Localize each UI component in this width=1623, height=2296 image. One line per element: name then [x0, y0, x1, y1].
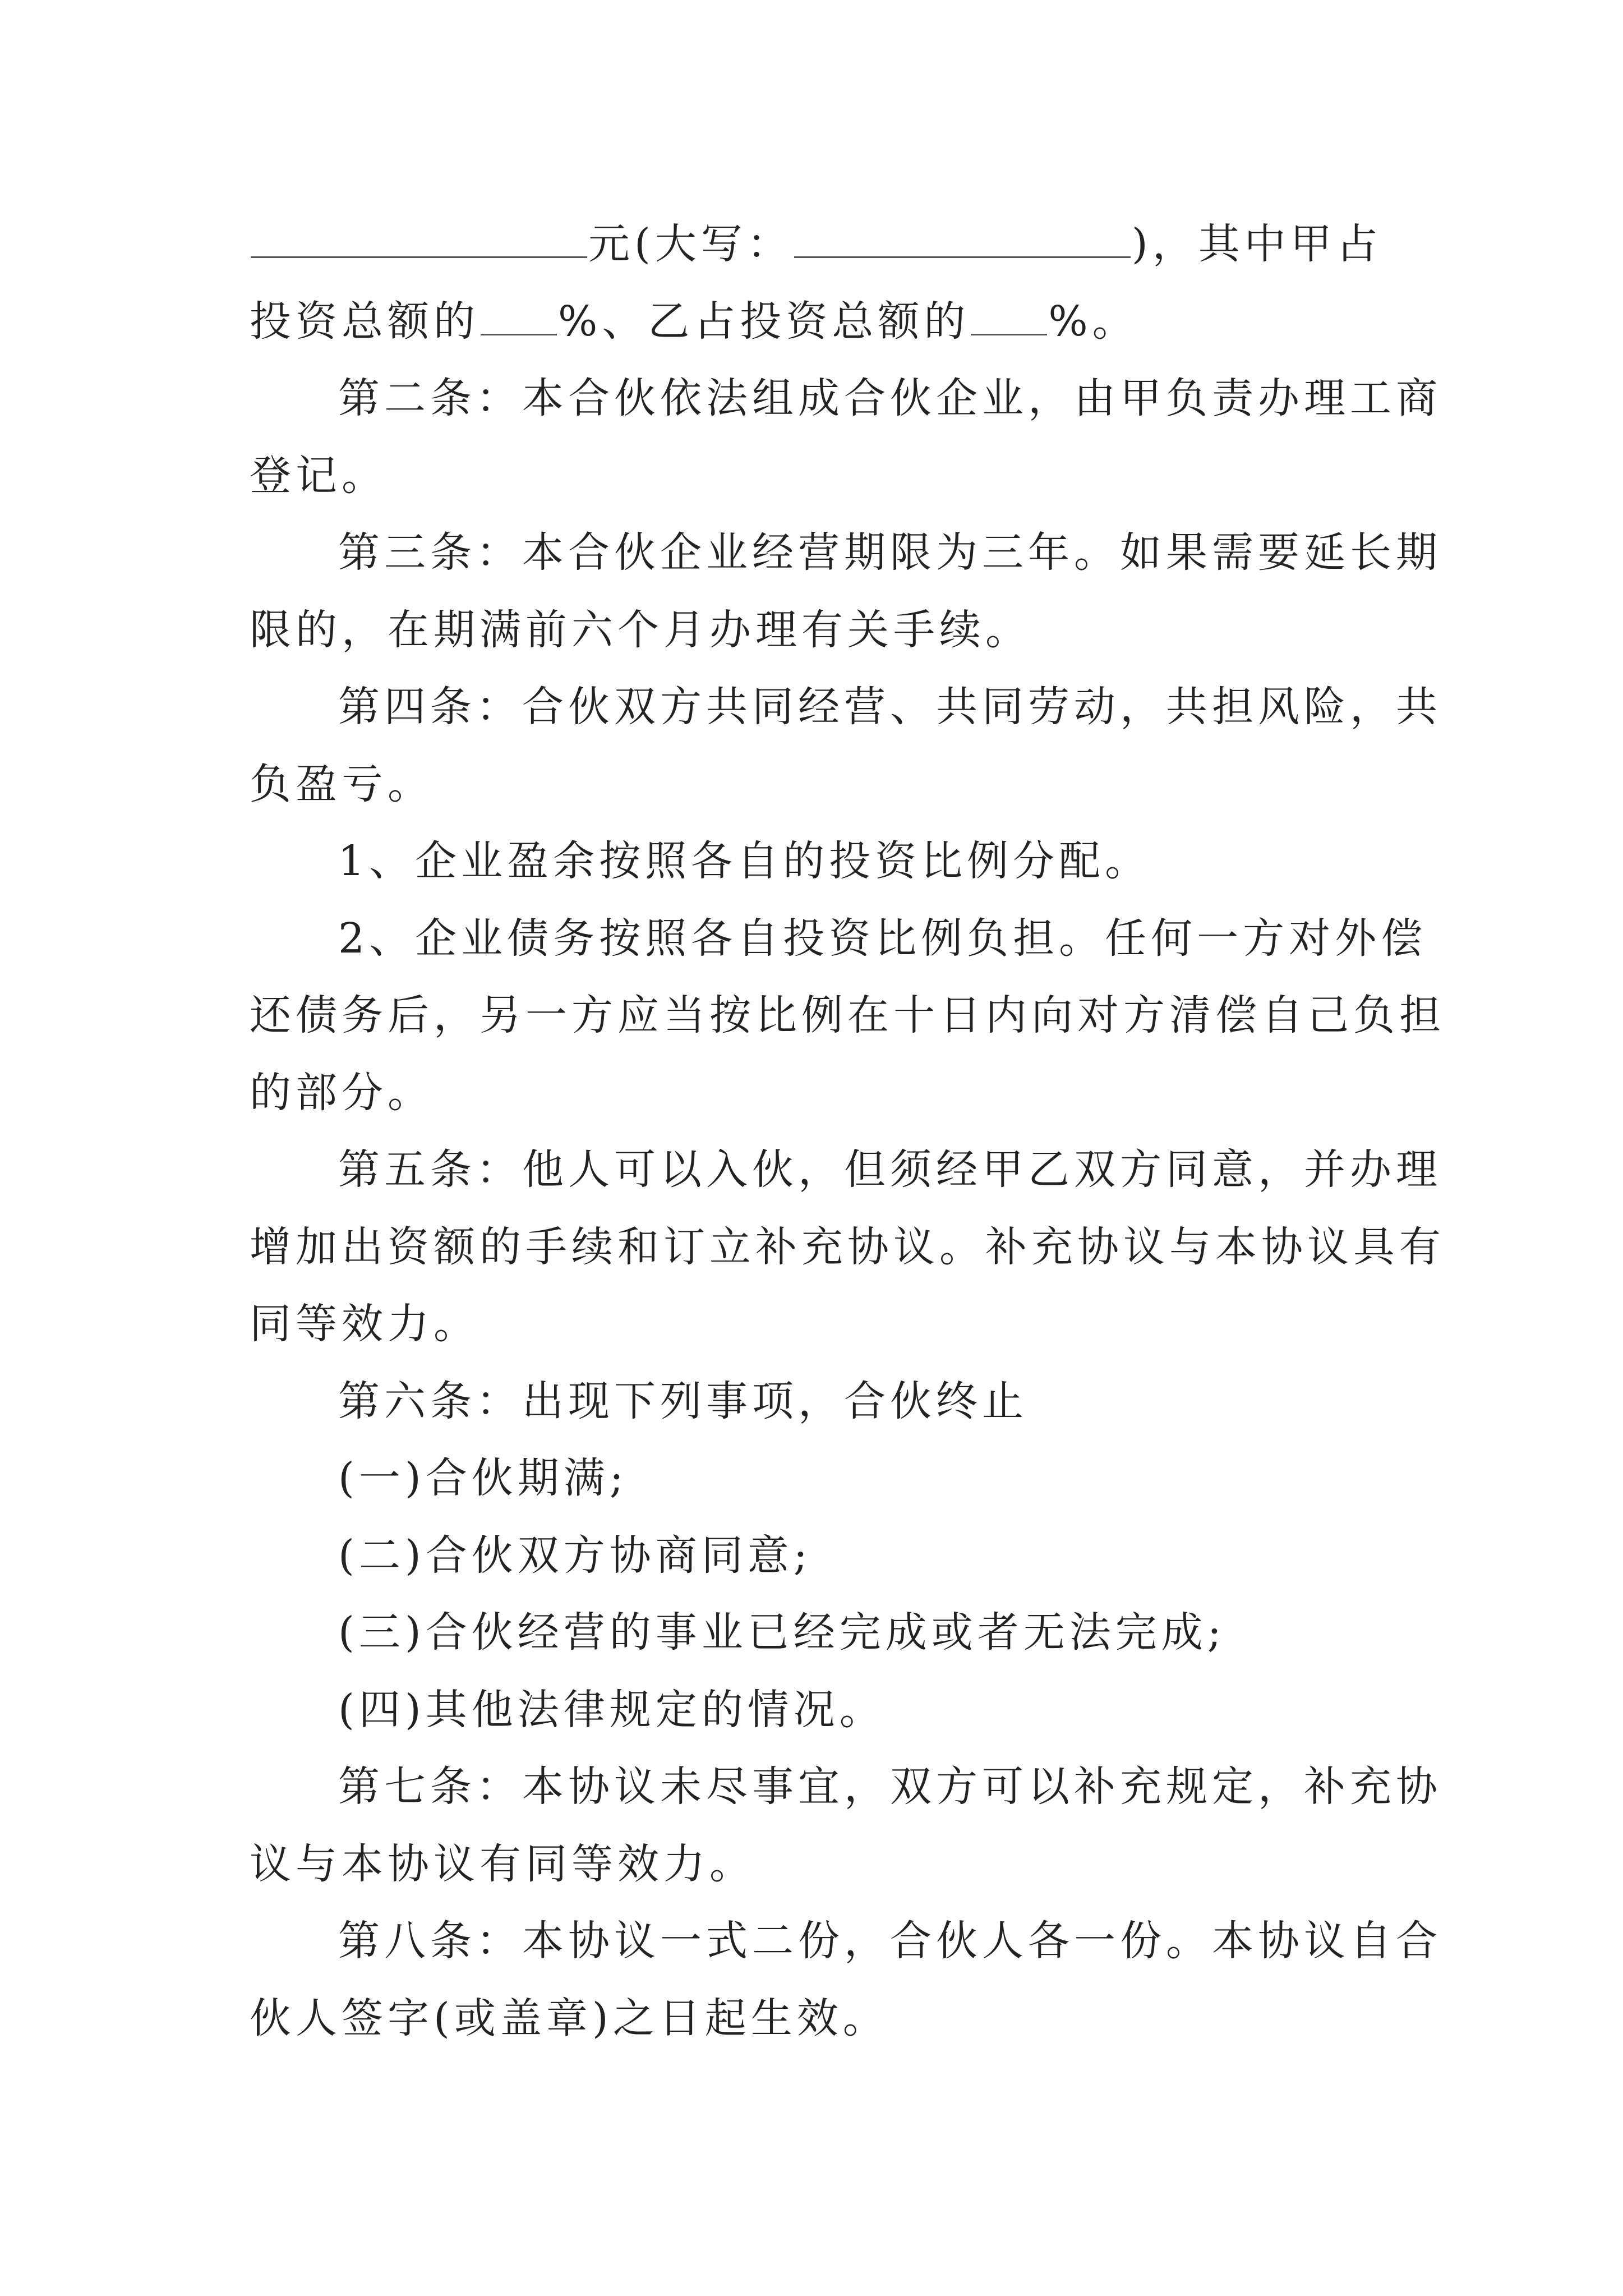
- article7-line2: 议与本协议有同等效力。: [250, 1840, 755, 1888]
- article3-line1: 第三条：本合伙企业经营期限为三年。如果需要延长期: [338, 528, 1442, 577]
- article4-line1: 第四条：合伙双方共同经营、共同劳动，共担风险，共: [338, 683, 1442, 731]
- article8-line2: 伙人签字(或盖章)之日起生效。: [250, 1994, 889, 2042]
- article8-line1: 第八条：本协议一式二份，合伙人各一份。本协议自合: [338, 1917, 1442, 1965]
- article2-line2: 登记。: [250, 452, 388, 500]
- share-text-c: %。: [1048, 297, 1138, 346]
- article6-item1: (一)合伙期满;: [338, 1454, 628, 1502]
- share-b-blank: [971, 298, 1047, 335]
- amount-blank: [251, 220, 587, 258]
- article6-item4: (四)其他法律规定的情况。: [338, 1686, 886, 1734]
- article4-item2-line1: 2、企业债务按照各自投资比例负担。任何一方对外偿: [338, 914, 1427, 963]
- article4-item2-line2: 还债务后，另一方应当按比例在十日内向对方清偿自己负担: [250, 991, 1445, 1039]
- article5-line3: 同等效力。: [250, 1300, 479, 1348]
- article6-line1: 第六条：出现下列事项，合伙终止: [338, 1377, 1028, 1425]
- article2-line1: 第二条：本合伙依法组成合伙企业，由甲负责办理工商: [338, 374, 1442, 422]
- share-a-blank: [481, 298, 557, 335]
- article6-item3: (三)合伙经营的事业已经完成或者无法完成;: [338, 1608, 1226, 1657]
- amount-yuan-text: 元(大写：: [588, 220, 793, 268]
- share-line: [250, 293, 1138, 349]
- share-text-a: 投资总额的: [250, 297, 479, 346]
- article5-line2: 增加出资额的手续和订立补充协议。补充协议与本协议具有: [250, 1223, 1445, 1271]
- article4-line2: 负盈亏。: [250, 760, 434, 808]
- article5-line1: 第五条：他人可以入伙，但须经甲乙双方同意，并办理: [338, 1145, 1442, 1194]
- share-text-b: %、乙占投资总额的: [558, 297, 970, 346]
- article6-item2: (二)合伙双方协商同意;: [338, 1531, 812, 1580]
- amount-uppercase-blank: [794, 220, 1131, 258]
- amount-tail-text: )，其中甲占: [1131, 220, 1382, 268]
- article4-item1: 1、企业盈余按照各自的投资比例分配。: [338, 837, 1151, 885]
- article4-item2-line3: 的部分。: [250, 1069, 434, 1117]
- article7-line1: 第七条：本协议未尽事宜，双方可以补充规定，补充协: [338, 1763, 1442, 1811]
- article3-line2: 限的，在期满前六个月办理有关手续。: [250, 606, 1031, 654]
- amount-line: [250, 216, 1382, 272]
